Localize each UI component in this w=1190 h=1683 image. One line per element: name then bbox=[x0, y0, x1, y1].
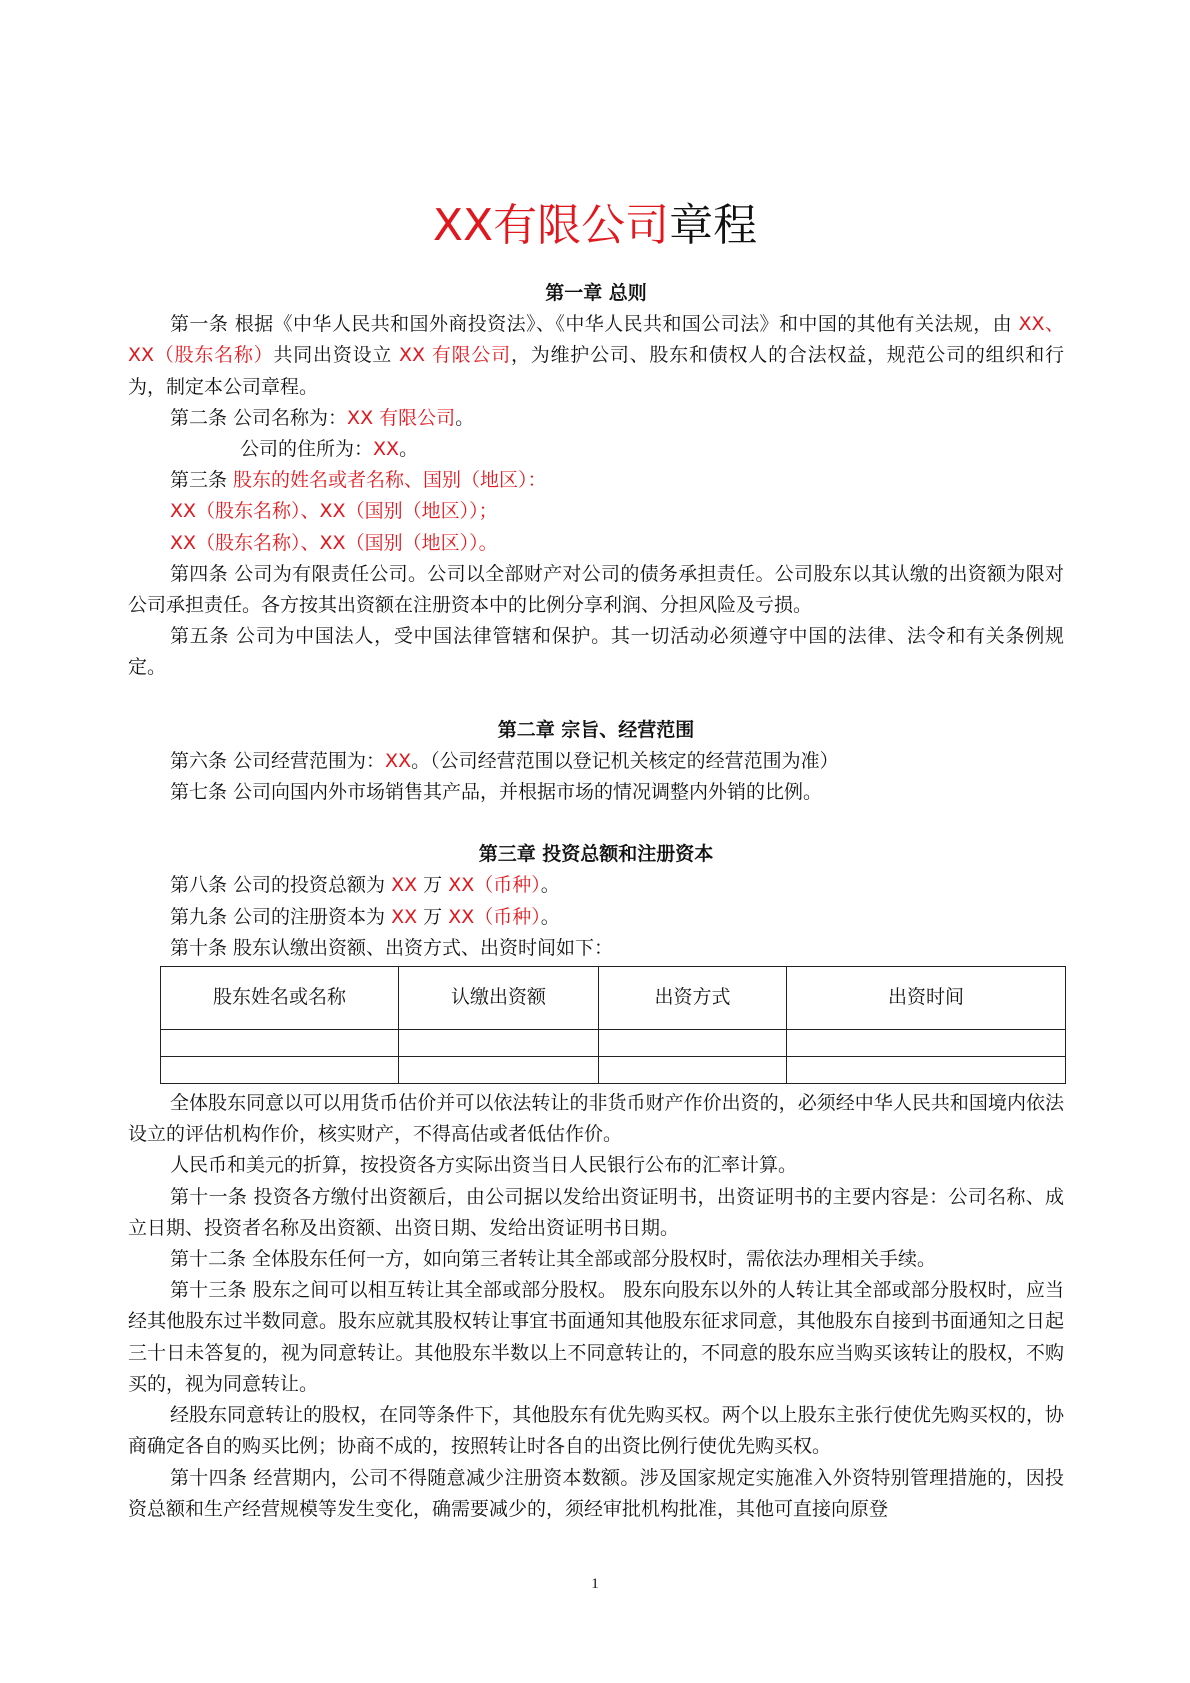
article-3-text: 第三条 bbox=[170, 469, 234, 492]
spacer bbox=[128, 684, 1064, 715]
valuation-paragraph: 全体股东同意以可以用货币估价并可以依法转让的非货币财产作价出资的，必须经中华人民共和国境内依法设立的评估机构作价，核实财产，不得高估或者低估作价。 bbox=[128, 1092, 1064, 1146]
article-1-text-c: ，为维护公司、股东和债权人的合法权益，规范公司的组织和行为，制定本公司章程。 bbox=[128, 344, 1064, 398]
col-contribution-method: 出资方式 bbox=[599, 967, 787, 1030]
chapter-3-heading: 第三章 投资总额和注册资本 bbox=[478, 843, 714, 866]
contribution-table bbox=[160, 966, 1066, 1084]
table-row bbox=[161, 1030, 1066, 1057]
article-8-currency: XX（币种） bbox=[448, 874, 541, 897]
article-2-text-b: 。 bbox=[455, 406, 475, 429]
article-9-amount: XX bbox=[391, 905, 418, 928]
article-3-shareholder-1: XX（股东名称）、XX（国别（地区））； bbox=[170, 500, 498, 523]
article-5: 第五条 公司为中国法人，受中国法律管辖和保护。其一切活动必须遵守中国的法律、法令和有关条例规定。 bbox=[128, 625, 1064, 679]
article-9-currency: XX（币种） bbox=[448, 905, 541, 928]
article-2-address-value: XX bbox=[373, 438, 400, 461]
article-11: 第十一条 投资各方缴付出资额后，由公司据以发给出资证明书，出资证明书的主要内容是：公司名称、成立日期、投资者名称及出资额、出资日期、发给出资证明书日期。 bbox=[128, 1185, 1064, 1239]
table-row bbox=[161, 1057, 1066, 1084]
table-cell bbox=[161, 1030, 399, 1057]
article-2 bbox=[128, 403, 1064, 434]
exchange-rate-paragraph: 人民币和美元的折算，按投资各方实际出资当日人民银行公布的汇率计算。 bbox=[170, 1154, 798, 1177]
article-6-scope: XX bbox=[385, 749, 412, 772]
article-2-address-end: 。 bbox=[399, 438, 419, 461]
col-shareholder-name: 股东姓名或名称 bbox=[161, 967, 399, 1030]
page-number: 1 bbox=[591, 1576, 599, 1592]
preemptive-right-paragraph: 经股东同意转让的股权，在同等条件下，其他股东有优先购买权。两个以上股东主张行使优先购买权的，协商确定各自的购买比例；协商不成的，按照转让时各自的出资比例行使优先购买权。 bbox=[128, 1404, 1064, 1458]
article-7: 第七条 公司向国内外市场销售其产品，并根据市场的情况调整内外销的比例。 bbox=[170, 781, 823, 804]
article-6 bbox=[128, 746, 1064, 777]
article-13: 第十三条 股东之间可以相互转让其全部或部分股权。 股东向股东以外的人转让其全部或部分股权时，应当经其他股东过半数同意。股东应就其股权转让事宜书面通知其他股东征求同意，其他股东自接到书面通知之日起三十日未答复的，视为同意转让。其他股东半数以上不同意转让的，不同意的股东应当购买该转让的股权，不购买的，视为同意转让。 bbox=[128, 1279, 1064, 1395]
article-10: 第十条 股东认缴出资额、出资方式、出资时间如下： bbox=[170, 936, 614, 959]
article-2-address bbox=[128, 434, 1064, 465]
table-header-row bbox=[161, 967, 1066, 1030]
table-cell bbox=[599, 1057, 787, 1084]
chapter-1-heading: 第一章 总则 bbox=[545, 282, 647, 304]
title-company-name: XX有限公司 bbox=[432, 200, 670, 251]
article-9-text-a: 第九条 公司的注册资本为 bbox=[170, 905, 392, 928]
article-8-end: 。 bbox=[540, 874, 560, 897]
title-suffix: 章程 bbox=[669, 200, 758, 251]
col-subscribed-amount: 认缴出资额 bbox=[399, 967, 599, 1030]
article-1-company: XX 有限公司 bbox=[398, 344, 511, 367]
article-6-text-b: 。（公司经营范围以登记机关核定的经营范围为准） bbox=[411, 749, 839, 772]
table-cell bbox=[161, 1057, 399, 1084]
document-body bbox=[128, 278, 1064, 1525]
article-6-text-a: 第六条 公司经营范围为： bbox=[170, 749, 386, 772]
table-cell bbox=[399, 1030, 599, 1057]
article-3 bbox=[128, 465, 1064, 496]
article-2-company: XX 有限公司 bbox=[347, 406, 456, 429]
article-8-amount: XX bbox=[391, 874, 418, 897]
spacer bbox=[128, 808, 1064, 839]
article-1-text-b: 共同出资设立 bbox=[273, 344, 399, 367]
article-8 bbox=[128, 870, 1064, 901]
article-1-shareholders: XX、XX（股东名称） bbox=[128, 313, 1064, 367]
chapter-2-heading: 第二章 宗旨、经营范围 bbox=[497, 718, 695, 741]
col-contribution-time: 出资时间 bbox=[787, 967, 1066, 1030]
article-8-text-a: 第八条 公司的投资总额为 bbox=[170, 874, 392, 897]
article-9-unit: 万 bbox=[417, 905, 449, 928]
article-1-text-a: 第一条 根据《中华人民共和国外商投资法》、《中华人民共和国公司法》和中国的其他有关法规，由 bbox=[170, 313, 1019, 336]
table-cell bbox=[599, 1030, 787, 1057]
article-2-text-a: 第二条 公司名称为： bbox=[170, 406, 348, 429]
document-title bbox=[0, 196, 1190, 256]
article-9-end: 。 bbox=[540, 905, 560, 928]
article-9 bbox=[128, 902, 1064, 933]
article-8-unit: 万 bbox=[417, 874, 449, 897]
article-3-label: 股东的姓名或者名称、国别（地区）： bbox=[233, 469, 547, 492]
article-1 bbox=[128, 309, 1064, 403]
article-14: 第十四条 经营期内，公司不得随意减少注册资本数额。涉及国家规定实施准入外资特别管理措施的，因投资总额和生产经营规模等发生变化，确需要减少的，须经审批机构批准，其他可直接向原登 bbox=[128, 1466, 1064, 1520]
table-cell bbox=[399, 1057, 599, 1084]
article-3-shareholder-2: XX（股东名称）、XX（国别（地区））。 bbox=[170, 531, 498, 554]
table-cell bbox=[787, 1030, 1066, 1057]
article-2-address-label: 公司的住所为： bbox=[240, 438, 374, 461]
table-cell bbox=[787, 1057, 1066, 1084]
article-12: 第十二条 全体股东任何一方，如向第三者转让其全部或部分股权时，需依法办理相关手续。 bbox=[170, 1248, 937, 1271]
article-4: 第四条 公司为有限责任公司。公司以全部财产对公司的债务承担责任。公司股东以其认缴的出资额为限对公司承担责任。各方按其出资额在注册资本中的比例分享利润、分担风险及亏损。 bbox=[128, 562, 1064, 617]
